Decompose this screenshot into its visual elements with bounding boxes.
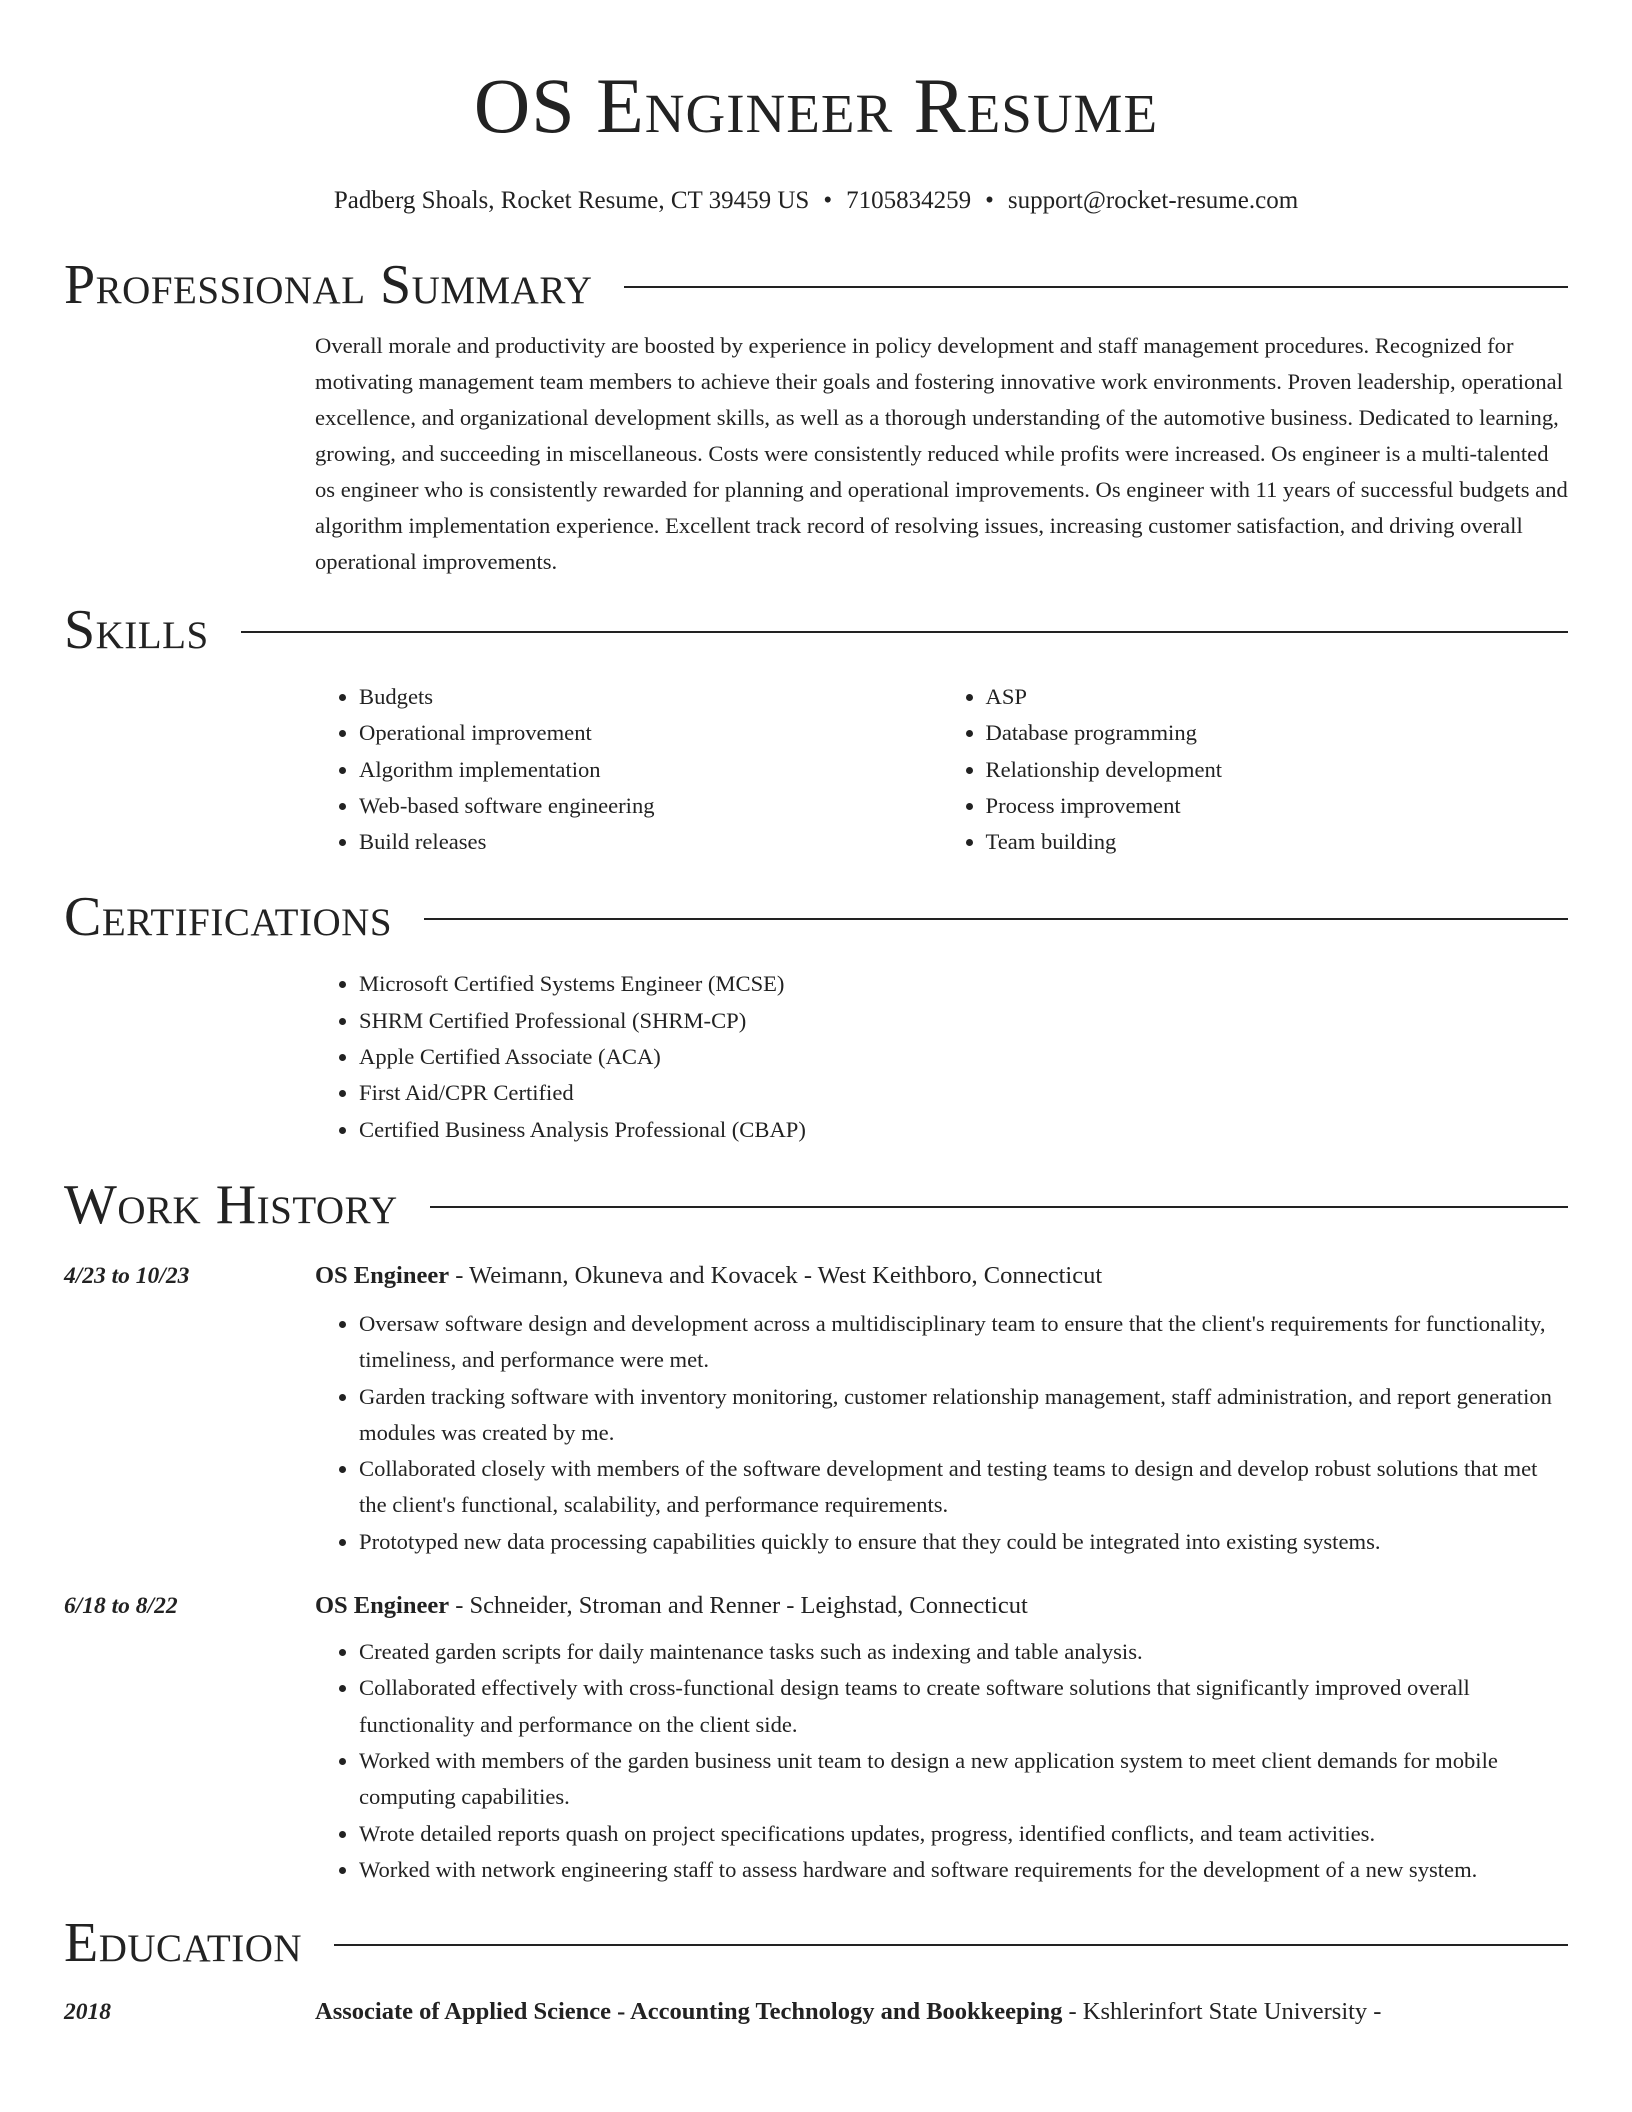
section-divider (624, 286, 1568, 288)
job-bullet: • Prototyped new data processing capabilities quickly to ensure that they could be integrated into existing systems. (359, 1524, 1568, 1560)
summary-section-header (64, 250, 1568, 320)
job-entry (64, 1592, 1568, 1888)
job-bullets (315, 1306, 1568, 1560)
certification-item: • Apple Certified Associate (ACA) (359, 1039, 1568, 1075)
certifications-section-header (64, 882, 1568, 952)
job-dates: 4/23 to 10/23 (64, 1262, 190, 1289)
skill-item: • Team building (986, 824, 1569, 860)
certifications-list (315, 966, 1568, 1147)
skill-item: • Budgets (359, 679, 942, 715)
job-bullet: • Garden tracking software with inventory monitoring, customer relationship management, staff administration, and report generation modules was created by me. (359, 1379, 1568, 1452)
section-divider (334, 1944, 1568, 1946)
job-bullet: • Collaborated effectively with cross-functional design teams to create software solutions that significantly improved overall functionality and performance on the client side. (359, 1670, 1568, 1743)
certification-item: • Microsoft Certified Systems Engineer (MCSE) (359, 966, 1568, 1002)
skill-item: • Database programming (986, 715, 1569, 751)
work-heading: Work History (64, 1173, 398, 1236)
education-entry (64, 1998, 1568, 2026)
education-section-header (64, 1908, 1568, 1978)
job-employer: - Schneider, Stroman and Renner - Leighstad, Connecticut (449, 1592, 1028, 1620)
page-title: OS Engineer Resume (473, 62, 1159, 149)
section-divider (241, 631, 1568, 633)
certifications-heading: Certifications (64, 886, 393, 949)
education-school: - Kshlerinfort State University - (1062, 1998, 1382, 2026)
certification-item: • SHRM Certified Professional (SHRM-CP) (359, 1003, 1568, 1039)
skill-item: • Process improvement (986, 788, 1569, 824)
skill-item: • ASP (986, 679, 1569, 715)
education-header (64, 1998, 1568, 2026)
contact-separator: • (823, 187, 833, 214)
summary-text: Overall morale and productivity are boosted by experience in policy development and staff management procedures. Recognized for motivating management team members to achieve their goals and fostering innovative work environments. Proven leadership, operational excellence, and organizational development skills, as well as a thorough understanding of the automotive business. Dedicated to learning, growing, and succeeding in miscellaneous. Costs were consistently reduced while profits were increased. Os engineer is a multi-talented os engineer who is consistently rewarded for planning and operational improvements. Os engineer with 11 years of successful budgets and algorithm implementation experience. Excellent track record of resolving issues, increasing customer satisfaction, and driving overall operational improvements. (315, 333, 1568, 574)
skill-item: • Relationship development (986, 752, 1569, 788)
education-year: 2018 (64, 1999, 111, 2026)
education-heading: Education (64, 1912, 303, 1975)
skills-heading: Skills (64, 599, 209, 661)
job-bullet: • Worked with members of the garden business unit team to design a new application system to meet client demands for mobile computing capabilities. (359, 1743, 1568, 1816)
contact-separator: • (985, 187, 994, 214)
job-title-line (315, 1592, 1028, 1620)
job-bullet: • Wrote detailed reports quash on project specifications updates, progress, identified conflicts, and team activities. (359, 1816, 1568, 1852)
job-bullets (315, 1634, 1568, 1888)
job-title: OS Engineer (315, 1261, 450, 1289)
job-bullet: • Created garden scripts for daily maintenance tasks such as indexing and table analysis. (359, 1634, 1568, 1670)
education-line (315, 1998, 1381, 2026)
job-title-line (315, 1262, 1102, 1290)
section-divider (424, 918, 1568, 920)
job-employer: - Weimann, Okuneva and Kovacek - West Keithboro, Connecticut (449, 1261, 1103, 1289)
certification-item: • Certified Business Analysis Professional (CBAP) (359, 1112, 1568, 1148)
skill-item: • Build releases (359, 824, 942, 860)
skills-column-right (942, 679, 1569, 860)
contact-address: Padberg Shoals, Rocket Resume, CT 39459 US (333, 187, 810, 214)
skill-item: • Web-based software engineering (359, 788, 942, 824)
job-bullet: • Collaborated closely with members of the software development and testing teams to design and develop robust solutions that met the client's functional, scalability, and performance requirements. (359, 1451, 1568, 1524)
contact-email: support@rocket-resume.com (1007, 187, 1299, 214)
work-section-header (64, 1170, 1568, 1240)
contact-phone: 7105834259 (846, 187, 972, 214)
summary-body (315, 328, 1568, 580)
job-bullet: • Worked with network engineering staff to assess hardware and software requirements for the development of a new system. (359, 1852, 1568, 1888)
skills-section-header (64, 595, 1568, 665)
certification-item: • First Aid/CPR Certified (359, 1075, 1568, 1111)
job-entry (64, 1262, 1568, 1560)
job-header (64, 1592, 1568, 1620)
job-dates: 6/18 to 8/22 (64, 1593, 178, 1620)
section-divider (430, 1206, 1568, 1208)
skills-column-left (315, 679, 942, 860)
skills-list (315, 679, 1568, 860)
education-degree: Associate of Applied Science - Accounting Technology and Bookkeeping (315, 1998, 1063, 2026)
job-bullet: • Oversaw software design and development across a multidisciplinary team to ensure that the client's requirements for functionality, timeliness, and performance were met. (359, 1306, 1568, 1379)
skill-item: • Algorithm implementation (359, 752, 942, 788)
job-header (64, 1262, 1568, 1290)
certifications-body (315, 966, 1568, 1147)
summary-heading: Professional Summary (64, 254, 593, 316)
job-title: OS Engineer (315, 1592, 450, 1620)
skill-item: • Operational improvement (359, 715, 942, 751)
contact-line (64, 184, 1568, 218)
